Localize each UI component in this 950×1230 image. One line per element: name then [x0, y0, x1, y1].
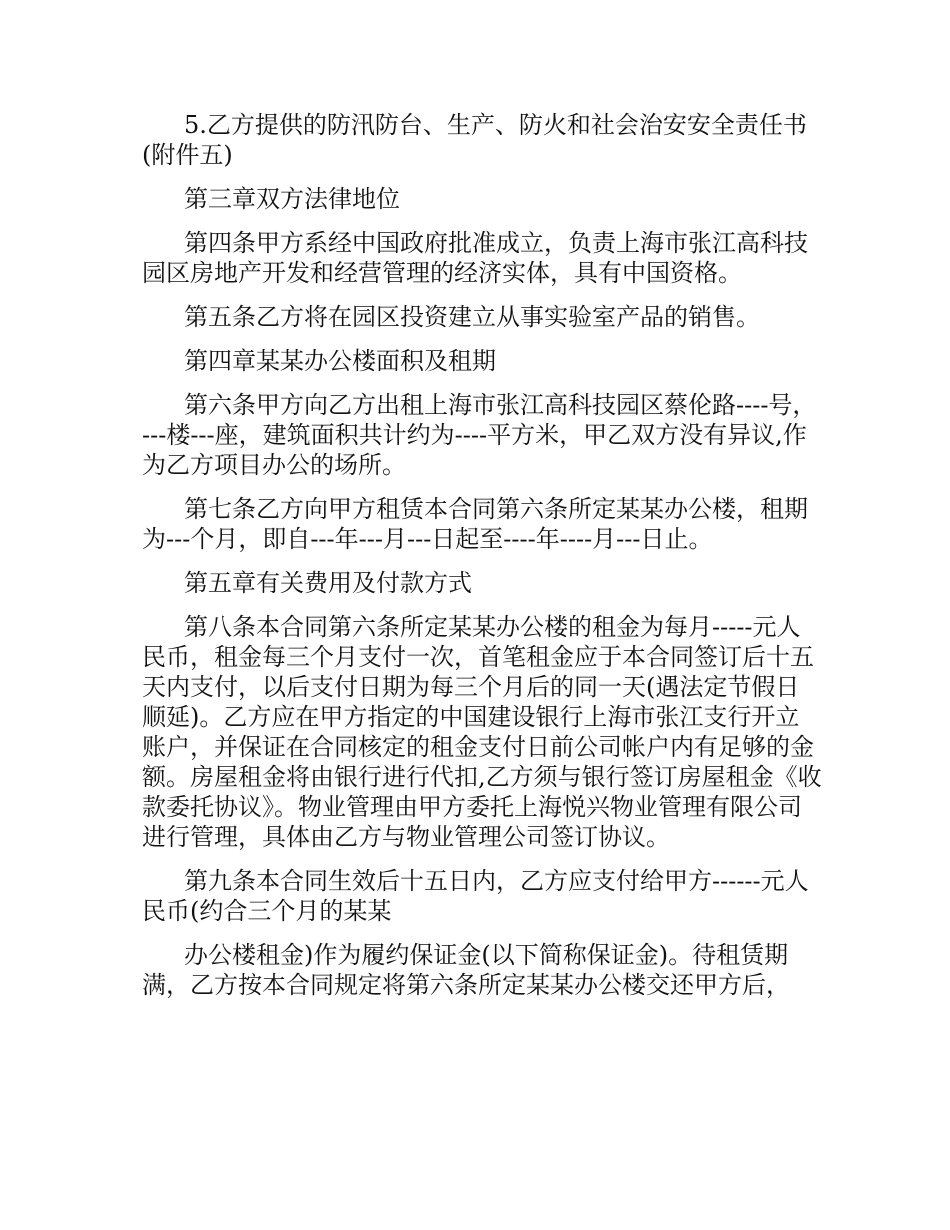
article-4: 第四条甲方系经中国政府批准成立，负责上海市张江高科技园区房地产开发和经营管理的经济实体，具有中国资格。 — [142, 229, 808, 287]
chapter-3-heading: 第三章双方法律地位 — [184, 185, 400, 213]
document-body — [142, 110, 822, 1014]
article-5: 第五条乙方将在园区投资建立从事实验室产品的销售。 — [184, 303, 760, 331]
article-9-continued: 办公楼租金)作为履约保证金(以下简称保证金)。待租赁期满，乙方按本合同规定将第六条所定某某办公楼交还甲方后， — [142, 941, 790, 999]
chapter-5-heading: 第五章有关费用及付款方式 — [184, 569, 472, 597]
article-6: 第六条甲方向乙方出租上海市张江高科技园区蔡伦路----号，---楼---座，建筑面积共计约为----平方米，甲乙双方没有异议,作为乙方项目办公的场所。 — [142, 391, 817, 479]
paragraph-attachment-5: 5.乙方提供的防汛防台、生产、防火和社会治安安全责任书(附件五) — [142, 111, 807, 169]
chapter-4-heading: 第四章某某办公楼面积及租期 — [184, 347, 496, 375]
article-8: 第八条本合同第六条所定某某办公楼的租金为每月-----元人民币，租金每三个月支付一次，首笔租金应于本合同签订后十五天内支付，以后支付日期为每三个月后的同一天(遇法定节假日顺延)。乙方应在甲方指定的中国建设银行上海市张江支行开立账户，并保证在合同核定的租金支付日前公司帐户内有足够的金额。房屋租金将由银行进行代扣,乙方须与银行签订房屋租金《收款委托协议》。物业管理由甲方委托上海悦兴物业管理有限公司进行管理，具体由乙方与物业管理公司签订协议。 — [142, 613, 822, 851]
article-9: 第九条本合同生效后十五日内，乙方应支付给甲方------元人民币(约合三个月的某某 — [142, 867, 809, 925]
article-7: 第七条乙方向甲方租赁本合同第六条所定某某办公楼，租期为---个月，即自---年---月---日起至----年----月---日止。 — [142, 495, 808, 553]
